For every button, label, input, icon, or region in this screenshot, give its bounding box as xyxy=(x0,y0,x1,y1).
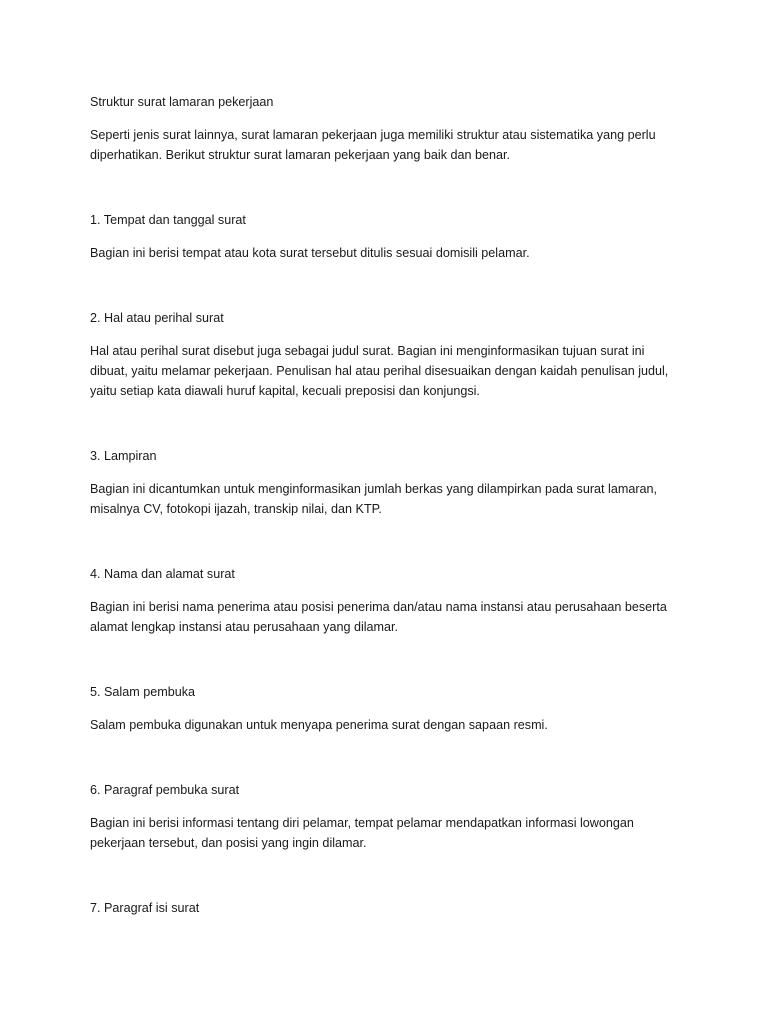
section-body: Bagian ini berisi nama penerima atau posisi penerima dan/atau nama instansi atau perusahaan beserta alamat lengkap instansi atau perusahaan yang dilamar. xyxy=(90,600,667,634)
section-nama-alamat xyxy=(90,564,678,637)
section-heading: 2. Hal atau perihal surat xyxy=(90,311,224,325)
section-heading: 3. Lampiran xyxy=(90,449,157,463)
section-paragraf-isi xyxy=(90,898,678,918)
section-heading: 5. Salam pembuka xyxy=(90,685,196,699)
section-perihal xyxy=(90,308,678,401)
intro-paragraph: Seperti jenis surat lainnya, surat lamaran pekerjaan juga memiliki struktur atau sistematika yang perlu diperhatikan. Berikut struktur surat lamaran pekerjaan yang baik dan benar. xyxy=(90,128,656,162)
section-body: Bagian ini berisi tempat atau kota surat tersebut ditulis sesuai domisili pelamar. xyxy=(90,246,530,260)
section-body: Salam pembuka digunakan untuk menyapa penerima surat dengan sapaan resmi. xyxy=(90,718,548,732)
section-heading: 4. Nama dan alamat surat xyxy=(90,567,235,581)
section-heading: 1. Tempat dan tanggal surat xyxy=(90,213,246,227)
section-paragraf-pembuka xyxy=(90,780,678,853)
section-body: Hal atau perihal surat disebut juga sebagai judul surat. Bagian ini menginformasikan tujuan surat ini dibuat, yaitu melamar pekerjaan. Penulisan hal atau perihal disesuaikan dengan kaidah penulisan judul, yaitu setiap kata diawali huruf kapital, kecuali preposisi dan konjungsi. xyxy=(90,344,669,398)
section-body: Bagian ini dicantumkan untuk menginformasikan jumlah berkas yang dilampirkan pada surat lamaran, misalnya CV, fotokopi ijazah, transkip nilai, dan KTP. xyxy=(90,482,658,516)
section-heading: 7. Paragraf isi surat xyxy=(90,901,200,915)
section-body: Bagian ini berisi informasi tentang diri pelamar, tempat pelamar mendapatkan informasi lowongan pekerjaan tersebut, dan posisi yang ingin dilamar. xyxy=(90,816,634,850)
section-heading: 6. Paragraf pembuka surat xyxy=(90,783,240,797)
section-lampiran xyxy=(90,446,678,519)
section-salam-pembuka xyxy=(90,682,678,735)
document-title: Struktur surat lamaran pekerjaan xyxy=(90,95,274,109)
section-tempat-tanggal xyxy=(90,210,678,263)
